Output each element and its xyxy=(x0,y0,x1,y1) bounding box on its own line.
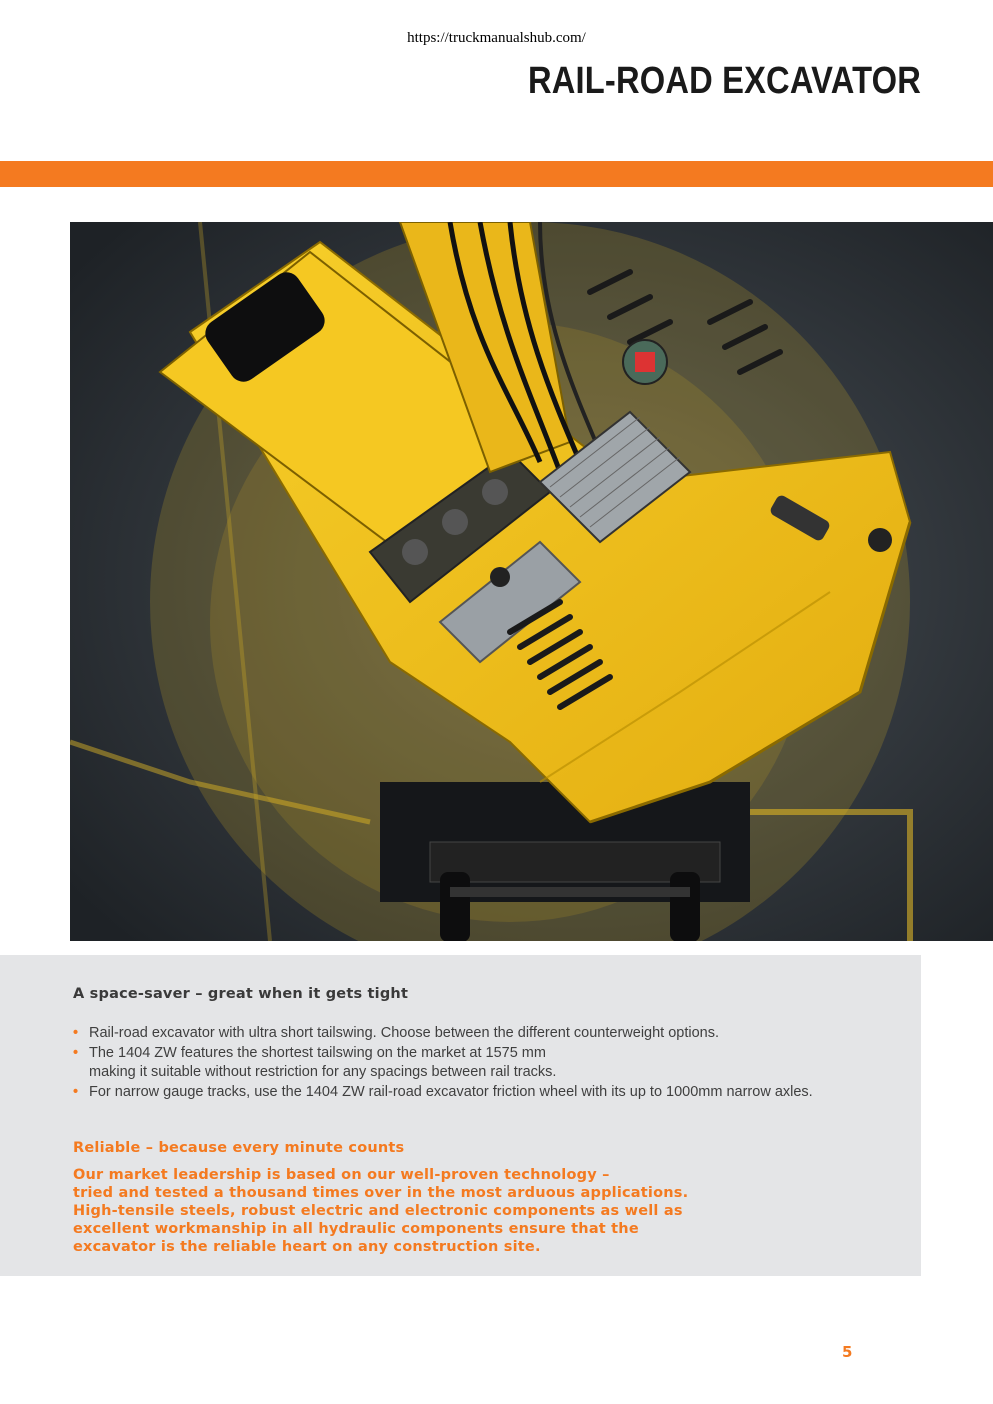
source-url: https://truckmanualshub.com/ xyxy=(407,30,586,46)
paragraph-line: excellent workmanship in all hydraulic components ensure that the xyxy=(73,1221,639,1237)
bullet-dot-icon: • xyxy=(73,1044,79,1061)
section-heading-reliable: Reliable – because every minute counts xyxy=(73,1140,405,1156)
feature-bullet-list xyxy=(73,1024,913,1102)
paragraph-line: High-tensile steels, robust electric and electronic components as well as xyxy=(73,1203,683,1219)
section-heading-space-saver: A space-saver – great when it gets tight xyxy=(73,986,409,1002)
bullet-text: Rail-road excavator with ultra short tailswing. Choose between the different counterweight options. xyxy=(89,1025,720,1041)
paragraph-line: Our market leadership is based on our well-proven technology – xyxy=(73,1167,610,1183)
list-item xyxy=(73,1083,913,1103)
excavator-photo xyxy=(70,222,993,941)
orange-band xyxy=(0,161,993,187)
bullet-text: The 1404 ZW features the shortest tailswing on the market at 1575 mm xyxy=(89,1044,546,1061)
paragraph-line: tried and tested a thousand times over in the most arduous applications. xyxy=(73,1185,689,1201)
page-number: 5 xyxy=(842,1343,853,1361)
bullet-text-continued: making it suitable without restriction for any spacings between rail tracks. xyxy=(89,1064,557,1080)
paragraph-line: excavator is the reliable heart on any construction site. xyxy=(73,1239,541,1255)
reliability-paragraph xyxy=(73,1166,893,1256)
list-item xyxy=(73,1024,913,1044)
bullet-dot-icon: • xyxy=(73,1025,79,1041)
page-title: RAIL-ROAD EXCAVATOR xyxy=(527,60,921,102)
list-item xyxy=(73,1044,913,1083)
bullet-text: For narrow gauge tracks, use the 1404 ZW rail-road excavator friction wheel with its up to 1000mm narrow axles. xyxy=(89,1083,813,1100)
bullet-dot-icon: • xyxy=(73,1083,79,1100)
